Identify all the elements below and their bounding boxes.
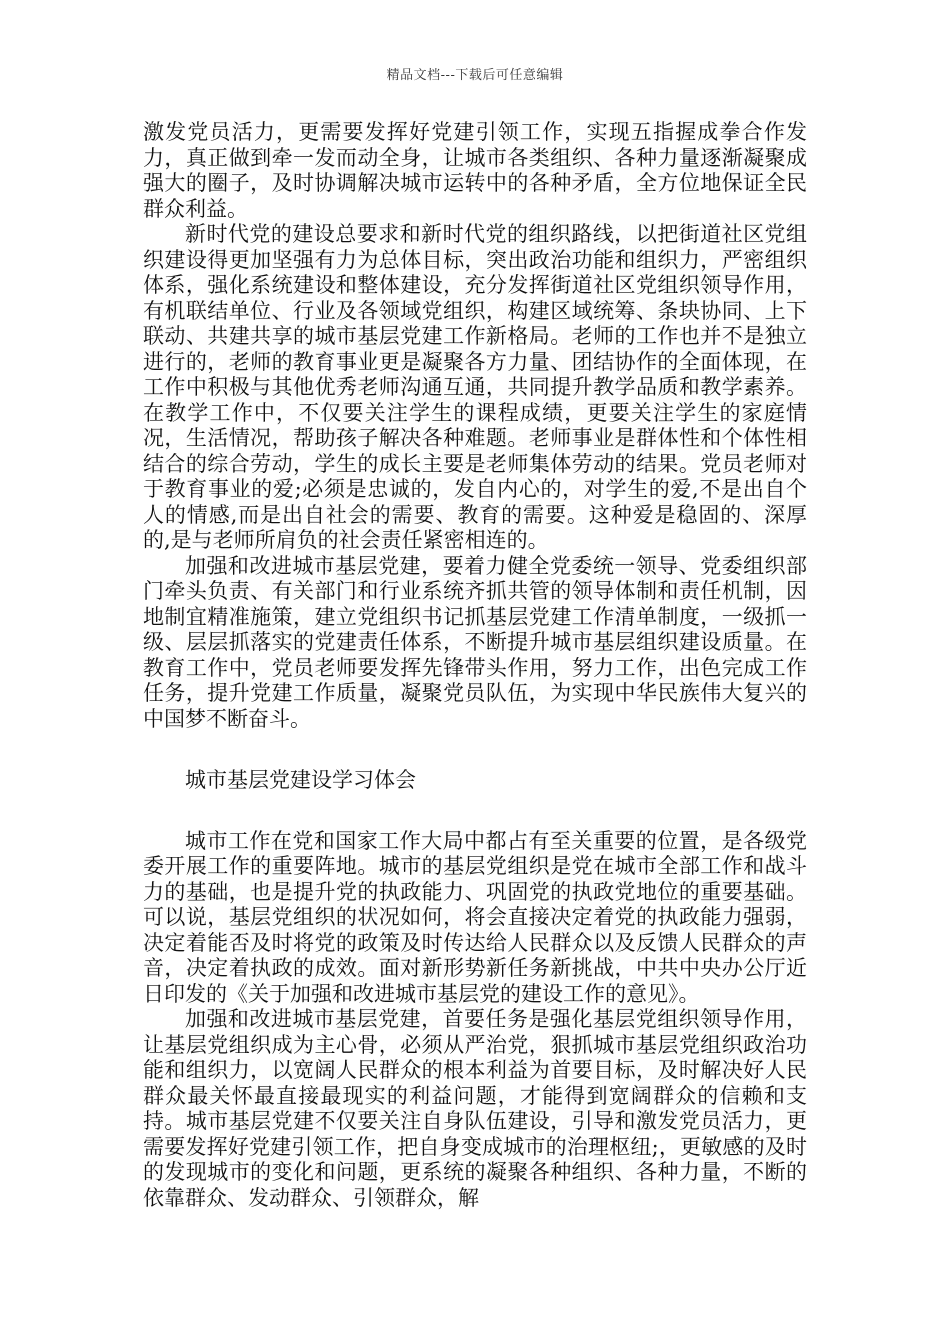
page-header: 精品文档---下载后可任意编辑	[386, 68, 564, 83]
paragraph: 加强和改进城市基层党建，首要任务是强化基层党组织领导作用，让基层党组织成为主心骨，必须从严治党，狠抓城市基层党组织政治功能和组织力，以宽阔人民群众的根本利益为首要目标，及时解决好人民群众最关怀最直接最现实的利益问题，才能得到宽阔群众的信赖和支持。城市基层党建不仅要关注自身队伍建设，引导和激发党员活力，更需要发挥好党建引领工作，把自身变成城市的治理枢纽;，更敏感的及时的发现城市的变化和问题，更系统的凝聚各种组织、各种力量，不断的依靠群众、发动群众、引领群众，解	[143, 1007, 807, 1210]
paragraph: 加强和改进城市基层党建，要着力健全党委统一领导、党委组织部门牵头负责、有关部门和行业系统齐抓共管的领导体制和责任机制，因地制宜精准施策，建立党组织书记抓基层党建工作清单制度，一级抓一级、层层抓落实的党建责任体系，不断提升城市基层组织建设质量。在教育工作中，党员老师要发挥先锋带头作用，努力工作，出色完成工作任务，提升党建工作质量，凝聚党员队伍，为实现中华民族伟大复兴的中国梦不断奋斗。	[143, 553, 807, 731]
document-body	[143, 120, 807, 1211]
paragraph: 城市工作在党和国家工作大局中都占有至关重要的位置，是各级党委开展工作的重要阵地。城市的基层党组织是党在城市全部工作和战斗力的基础，也是提升党的执政能力、巩固党的执政党地位的重要基础。可以说，基层党组织的状况如何，将会直接决定着党的执政能力强弱，决定着能否及时将党的政策及时传达给人民群众以及反馈人民群众的声音，决定着执政的成效。面对新形势新任务新挑战，中共中央办公厅近日印发的《关于加强和改进城市基层党的建设工作的意见》。	[143, 828, 807, 1006]
section-title: 城市基层党建设学习体会	[185, 768, 416, 792]
paragraph: 激发党员活力，更需要发挥好党建引领工作，实现五指握成拳合作发力，真正做到牵一发而动全身，让城市各类组织、各种力量逐渐凝聚成强大的圈子，及时协调解决城市运转中的各种矛盾，全方位地保证全民群众利益。	[143, 120, 807, 221]
paragraph: 新时代党的建设总要求和新时代党的组织路线，以把街道社区党组织建设得更加坚强有力为总体目标，突出政治功能和组织力，严密组织体系，强化系统建设和整体建设，充分发挥街道社区党组织领导作用，有机联结单位、行业及各领域党组织，构建区域统筹、条块协同、上下联动、共建共享的城市基层党建工作新格局。老师的工作也并不是独立进行的，老师的教育事业更是凝聚各方力量、团结协作的全面体现，在工作中积极与其他优秀老师沟通互通，共同提升教学品质和教学素养。在教学工作中，不仅要关注学生的课程成绩，更要关注学生的家庭情况，生活情况，帮助孩子解决各种难题。老师事业是群体性和个体性相结合的综合劳动，学生的成长主要是老师集体劳动的结果。党员老师对于教育事业的爱;必须是忠诚的，发自内心的，对学生的爱,不是出自个人的情感,而是出自社会的需要、教育的需要。这种爱是稳固的、深厚的,是与老师所肩负的社会责任紧密相连的。	[143, 222, 807, 552]
